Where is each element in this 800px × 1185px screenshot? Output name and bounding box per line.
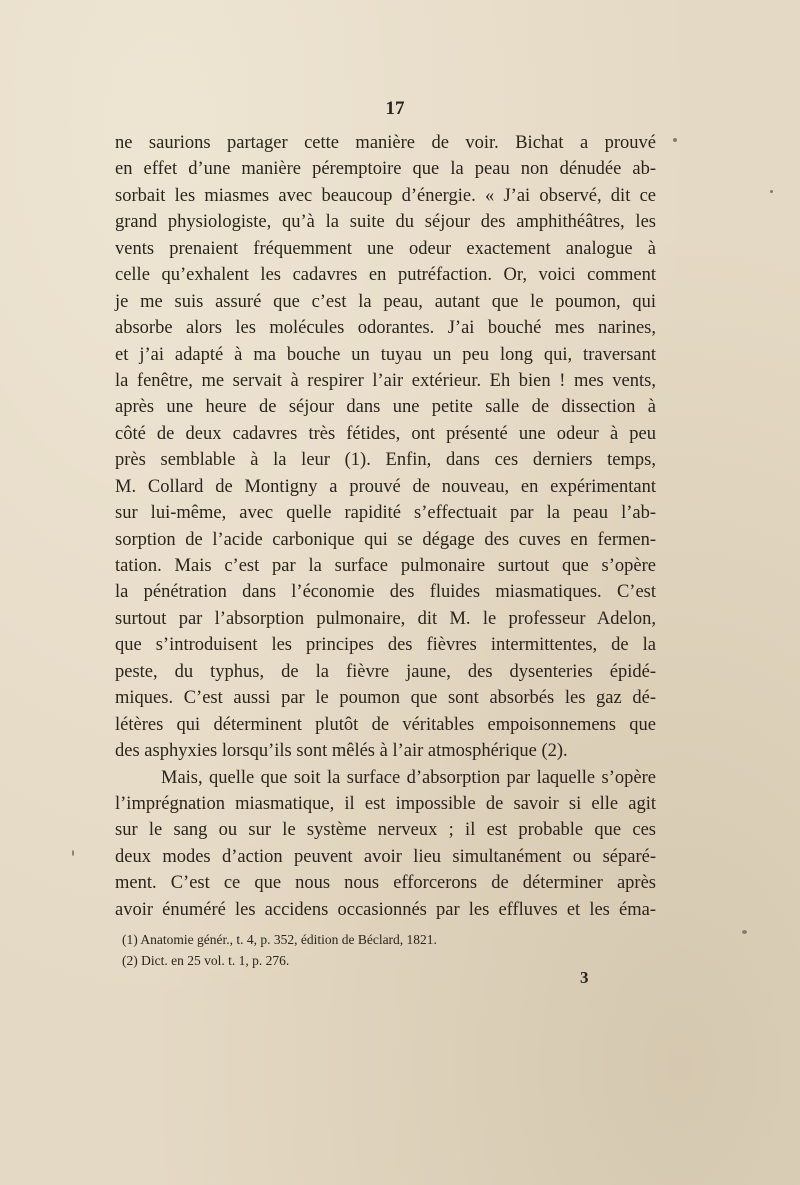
text-line: M. Collard de Montigny a prouvé de nouveau, en expérimentant [115,476,656,497]
paper-speck [673,138,677,142]
text-line: après une heure de séjour dans une petite salle de dissection à [115,397,656,418]
text-line: je me suis assuré que c’est la peau, autant que le poumon, qui [115,291,656,312]
text-line: peste, du typhus, de la fièvre jaune, des dysenteries épidé- [115,661,656,682]
text-line: absorbe alors les molécules odorantes. J’ai bouché mes narines, [115,318,656,339]
text-line: surtout par l’absorption pulmonaire, dit M. le professeur Adelon, [115,608,656,629]
text-line: que s’introduisent les principes des fièvres intermittentes, de la [115,635,656,656]
footnote: (2) Dict. en 25 vol. t. 1, p. 276. [122,953,290,968]
text-line: en effet d’une manière péremptoire que la peau non dénudée ab- [115,159,656,180]
text-line: l’imprégnation miasmatique, il est impossible de savoir si elle agit [115,793,656,814]
text-line: avoir énuméré les accidens occasionnés par les effluves et les éma- [115,899,656,920]
text-line: celle qu’exhalent les cadavres en putréfaction. Or, voici comment [115,265,656,286]
text-line: deux modes d’action peuvent avoir lieu simultanément ou séparé- [115,846,656,867]
paper-speck [770,190,773,193]
paper-speck [72,850,74,856]
page-number: 17 [385,98,405,119]
text-line: ment. C’est ce que nous nous efforcerons de déterminer après [115,873,656,894]
text-line: côté de deux cadavres très fétides, ont présenté une odeur à peu [115,423,656,444]
text-line: ne saurions partager cette manière de voir. Bichat a prouvé [115,133,656,153]
text-line: vents prenaient fréquemment une odeur exactement analogue à [115,238,656,259]
text-line: la fenêtre, me servait à respirer l’air extérieur. Eh bien ! mes vents, [115,370,656,391]
text-line: près semblable à la leur (1). Enfin, dans ces derniers temps, [115,450,656,471]
text-line: létères qui déterminent plutôt de véritables empoisonnemens que [115,714,656,735]
text-line: grand physiologiste, qu’à la suite du séjour des amphithéâtres, les [115,212,656,233]
text-line: sur lui-même, avec quelle rapidité s’effectuait par la peau l’ab- [115,503,656,524]
text-line: Mais, quelle que soit la surface d’absorption par laquelle s’opère [161,767,656,788]
text-line: des asphyxies lorsqu’ils sont mêlés à l’air atmosphérique (2). [115,741,568,762]
text-line: tation. Mais c’est par la surface pulmonaire surtout que s’opère [115,556,656,576]
text-line: sur le sang ou sur le système nerveux ; il est probable que ces [115,820,656,841]
paper-speck [742,930,747,934]
text-line: et j’ai adapté à ma bouche un tuyau un peu long qui, traversant [115,344,656,365]
text-line: la pénétration dans l’économie des fluides miasmatiques. C’est [115,582,656,603]
signature-mark: 3 [580,968,589,987]
text-line: sorption de l’acide carbonique qui se dégage des cuves en fermen- [115,529,656,550]
footnote: (1) Anatomie génér., t. 4, p. 352, édition de Béclard, 1821. [122,932,437,947]
footnotes [122,929,642,971]
text-line: sorbait les miasmes avec beaucoup d’énergie. « J’ai observé, dit ce [115,185,656,206]
text-line: miques. C’est aussi par le poumon que sont absorbés les gaz dé- [115,688,656,709]
body-text [115,130,656,923]
